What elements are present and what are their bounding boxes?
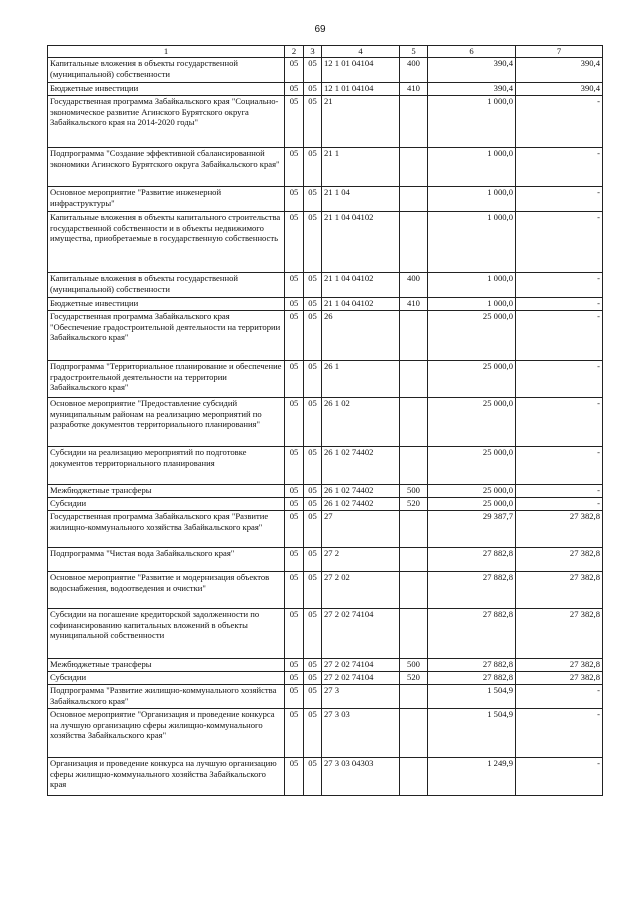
expense-type-cell <box>400 548 428 572</box>
amount-col7-cell: - <box>516 148 603 187</box>
row-name-cell: Субсидии <box>48 498 285 511</box>
target-article-cell: 27 2 02 74104 <box>322 609 400 659</box>
expense-type-cell <box>400 572 428 609</box>
expense-type-cell: 500 <box>400 485 428 498</box>
expense-type-cell: 520 <box>400 498 428 511</box>
section-code-cell: 05 <box>285 58 304 83</box>
amount-col6-cell: 390,4 <box>428 83 516 96</box>
section-code-cell: 05 <box>285 273 304 298</box>
row-name-cell: Межбюджетные трансферы <box>48 659 285 672</box>
amount-col7-cell: - <box>516 273 603 298</box>
section-code-cell: 05 <box>285 672 304 685</box>
subsection-code-cell: 05 <box>304 58 322 83</box>
budget-table <box>47 45 603 796</box>
subsection-code-cell: 05 <box>304 187 322 212</box>
amount-col7-cell: 390,4 <box>516 58 603 83</box>
target-article-cell: 26 1 02 74402 <box>322 447 400 485</box>
table-row <box>48 672 603 685</box>
expense-type-cell <box>400 758 428 796</box>
expense-type-cell: 500 <box>400 659 428 672</box>
subsection-code-cell: 05 <box>304 672 322 685</box>
section-code-cell: 05 <box>285 96 304 148</box>
subsection-code-cell: 05 <box>304 311 322 361</box>
table-row <box>48 361 603 398</box>
amount-col7-cell: - <box>516 685 603 709</box>
row-name-cell: Капитальные вложения в объекты государственной (муниципальной) собственности <box>48 273 285 298</box>
subsection-code-cell: 05 <box>304 447 322 485</box>
subsection-code-cell: 05 <box>304 96 322 148</box>
subsection-code-cell: 05 <box>304 398 322 447</box>
row-name-cell: Субсидии на погашение кредиторской задолженности по софинансированию капитальных вложений в объекты муниципальной собственности <box>48 609 285 659</box>
amount-col6-cell: 25 000,0 <box>428 311 516 361</box>
amount-col7-cell: 27 382,8 <box>516 672 603 685</box>
section-code-cell: 05 <box>285 212 304 273</box>
row-name-cell: Капитальные вложения в объекты капитального строительства государственной собственности и в объекты недвижимого имущества, приобретаемые в государственную собственность <box>48 212 285 273</box>
subsection-code-cell: 05 <box>304 298 322 311</box>
target-article-cell: 21 1 04 04102 <box>322 212 400 273</box>
subsection-code-cell: 05 <box>304 659 322 672</box>
target-article-cell: 21 1 04 04102 <box>322 273 400 298</box>
subsection-code-cell: 05 <box>304 572 322 609</box>
subsection-code-cell: 05 <box>304 361 322 398</box>
amount-col6-cell: 1 000,0 <box>428 298 516 311</box>
subsection-code-cell: 05 <box>304 609 322 659</box>
header-cell: 5 <box>400 46 428 58</box>
amount-col6-cell: 27 882,8 <box>428 572 516 609</box>
section-code-cell: 05 <box>285 758 304 796</box>
table-row <box>48 609 603 659</box>
amount-col6-cell: 1 000,0 <box>428 148 516 187</box>
amount-col6-cell: 1 504,9 <box>428 685 516 709</box>
amount-col7-cell: - <box>516 485 603 498</box>
target-article-cell: 27 2 02 <box>322 572 400 609</box>
expense-type-cell <box>400 96 428 148</box>
subsection-code-cell: 05 <box>304 212 322 273</box>
section-code-cell: 05 <box>285 83 304 96</box>
amount-col6-cell: 1 000,0 <box>428 187 516 212</box>
table-row <box>48 212 603 273</box>
section-code-cell: 05 <box>285 447 304 485</box>
subsection-code-cell: 05 <box>304 685 322 709</box>
table-row <box>48 148 603 187</box>
expense-type-cell <box>400 212 428 273</box>
row-name-cell: Основное мероприятие "Организация и проведение конкурса на лучшую организацию сферы жилищно-коммунального хозяйства Забайкальского края" <box>48 709 285 758</box>
section-code-cell: 05 <box>285 511 304 548</box>
expense-type-cell: 400 <box>400 273 428 298</box>
table-header-row <box>48 46 603 58</box>
row-name-cell: Основное мероприятие "Предоставление субсидий муниципальным районам на реализацию мероприятий по разработке документов территориального планирования" <box>48 398 285 447</box>
table-row <box>48 685 603 709</box>
subsection-code-cell: 05 <box>304 148 322 187</box>
expense-type-cell <box>400 148 428 187</box>
target-article-cell: 21 1 04 <box>322 187 400 212</box>
section-code-cell: 05 <box>285 148 304 187</box>
target-article-cell: 21 1 04 04102 <box>322 298 400 311</box>
table-row <box>48 485 603 498</box>
table-row <box>48 447 603 485</box>
subsection-code-cell: 05 <box>304 709 322 758</box>
section-code-cell: 05 <box>285 548 304 572</box>
target-article-cell: 26 1 <box>322 361 400 398</box>
target-article-cell: 26 <box>322 311 400 361</box>
row-name-cell: Бюджетные инвестиции <box>48 83 285 96</box>
header-cell: 4 <box>322 46 400 58</box>
subsection-code-cell: 05 <box>304 548 322 572</box>
subsection-code-cell: 05 <box>304 758 322 796</box>
expense-type-cell <box>400 511 428 548</box>
amount-col6-cell: 27 882,8 <box>428 659 516 672</box>
row-name-cell: Подпрограмма "Создание эффективной сбалансированной экономики Агинского Бурятского округа Забайкальского края" <box>48 148 285 187</box>
amount-col7-cell: 27 382,8 <box>516 511 603 548</box>
table-row <box>48 58 603 83</box>
section-code-cell: 05 <box>285 572 304 609</box>
header-cell: 7 <box>516 46 603 58</box>
section-code-cell: 05 <box>285 298 304 311</box>
amount-col7-cell: - <box>516 447 603 485</box>
row-name-cell: Межбюджетные трансферы <box>48 485 285 498</box>
amount-col7-cell: - <box>516 187 603 212</box>
target-article-cell: 27 <box>322 511 400 548</box>
row-name-cell: Бюджетные инвестиции <box>48 298 285 311</box>
target-article-cell: 26 1 02 <box>322 398 400 447</box>
header-cell: 1 <box>48 46 285 58</box>
amount-col7-cell: - <box>516 298 603 311</box>
table-row <box>48 659 603 672</box>
amount-col6-cell: 29 387,7 <box>428 511 516 548</box>
amount-col7-cell: 27 382,8 <box>516 572 603 609</box>
expense-type-cell <box>400 447 428 485</box>
expense-type-cell <box>400 709 428 758</box>
row-name-cell: Подпрограмма "Развитие жилищно-коммунального хозяйства Забайкальского края" <box>48 685 285 709</box>
expense-type-cell: 400 <box>400 58 428 83</box>
expense-type-cell <box>400 311 428 361</box>
subsection-code-cell: 05 <box>304 511 322 548</box>
table-row <box>48 187 603 212</box>
row-name-cell: Государственная программа Забайкальского края "Обеспечение градостроительной деятельности на территории Забайкальского края" <box>48 311 285 361</box>
target-article-cell: 21 1 <box>322 148 400 187</box>
subsection-code-cell: 05 <box>304 83 322 96</box>
amount-col7-cell: - <box>516 498 603 511</box>
section-code-cell: 05 <box>285 498 304 511</box>
table-row <box>48 572 603 609</box>
section-code-cell: 05 <box>285 187 304 212</box>
subsection-code-cell: 05 <box>304 273 322 298</box>
amount-col6-cell: 27 882,8 <box>428 609 516 659</box>
table-row <box>48 511 603 548</box>
row-name-cell: Государственная программа Забайкальского края "Развитие жилищно-коммунального хозяйства Забайкальского края" <box>48 511 285 548</box>
expense-type-cell <box>400 398 428 447</box>
page-number: 69 <box>314 24 326 35</box>
amount-col6-cell: 1 000,0 <box>428 96 516 148</box>
amount-col6-cell: 1 249,9 <box>428 758 516 796</box>
section-code-cell: 05 <box>285 685 304 709</box>
amount-col6-cell: 25 000,0 <box>428 361 516 398</box>
amount-col6-cell: 27 882,8 <box>428 672 516 685</box>
section-code-cell: 05 <box>285 311 304 361</box>
target-article-cell: 21 <box>322 96 400 148</box>
amount-col7-cell: - <box>516 212 603 273</box>
table-row <box>48 398 603 447</box>
amount-col6-cell: 390,4 <box>428 58 516 83</box>
amount-col6-cell: 27 882,8 <box>428 548 516 572</box>
expense-type-cell <box>400 685 428 709</box>
amount-col7-cell: - <box>516 709 603 758</box>
amount-col6-cell: 1 000,0 <box>428 212 516 273</box>
target-article-cell: 27 3 03 <box>322 709 400 758</box>
row-name-cell: Субсидии на реализацию мероприятий по подготовке документов территориального планирования <box>48 447 285 485</box>
table-row <box>48 758 603 796</box>
header-cell: 6 <box>428 46 516 58</box>
target-article-cell: 27 3 03 04303 <box>322 758 400 796</box>
row-name-cell: Подпрограмма "Территориальное планирование и обеспечение градостроительной деятельности на территории Забайкальского края" <box>48 361 285 398</box>
target-article-cell: 26 1 02 74402 <box>322 485 400 498</box>
amount-col7-cell: 390,4 <box>516 83 603 96</box>
target-article-cell: 27 2 02 74104 <box>322 659 400 672</box>
row-name-cell: Организация и проведение конкурса на лучшую организацию сферы жилищно-коммунального хозяйства Забайкальского края <box>48 758 285 796</box>
table-row <box>48 498 603 511</box>
amount-col6-cell: 25 000,0 <box>428 398 516 447</box>
row-name-cell: Подпрограмма "Чистая вода Забайкальского края" <box>48 548 285 572</box>
table-row <box>48 298 603 311</box>
target-article-cell: 12 1 01 04104 <box>322 83 400 96</box>
amount-col6-cell: 1 504,9 <box>428 709 516 758</box>
subsection-code-cell: 05 <box>304 498 322 511</box>
amount-col6-cell: 25 000,0 <box>428 447 516 485</box>
expense-type-cell: 410 <box>400 83 428 96</box>
amount-col6-cell: 1 000,0 <box>428 273 516 298</box>
amount-col6-cell: 25 000,0 <box>428 498 516 511</box>
target-article-cell: 27 2 02 74104 <box>322 672 400 685</box>
table-row <box>48 273 603 298</box>
row-name-cell: Государственная программа Забайкальского края "Социально-экономическое развитие Агинского Бурятского округа Забайкальского края на 2014-2020 годы" <box>48 96 285 148</box>
section-code-cell: 05 <box>285 398 304 447</box>
row-name-cell: Основное мероприятие "Развитие и модернизация объектов водоснабжения, водоотведения и очистки" <box>48 572 285 609</box>
section-code-cell: 05 <box>285 609 304 659</box>
header-cell: 3 <box>304 46 322 58</box>
amount-col7-cell: - <box>516 311 603 361</box>
target-article-cell: 26 1 02 74402 <box>322 498 400 511</box>
expense-type-cell: 410 <box>400 298 428 311</box>
table-row <box>48 96 603 148</box>
header-cell: 2 <box>285 46 304 58</box>
expense-type-cell: 520 <box>400 672 428 685</box>
amount-col7-cell: 27 382,8 <box>516 609 603 659</box>
section-code-cell: 05 <box>285 659 304 672</box>
amount-col7-cell: 27 382,8 <box>516 659 603 672</box>
table-row <box>48 83 603 96</box>
row-name-cell: Субсидии <box>48 672 285 685</box>
row-name-cell: Капитальные вложения в объекты государственной (муниципальной) собственности <box>48 58 285 83</box>
section-code-cell: 05 <box>285 485 304 498</box>
table-row <box>48 709 603 758</box>
expense-type-cell <box>400 361 428 398</box>
expense-type-cell <box>400 187 428 212</box>
section-code-cell: 05 <box>285 361 304 398</box>
amount-col7-cell: - <box>516 361 603 398</box>
amount-col7-cell: - <box>516 96 603 148</box>
target-article-cell: 27 2 <box>322 548 400 572</box>
section-code-cell: 05 <box>285 709 304 758</box>
table-row <box>48 311 603 361</box>
amount-col7-cell: - <box>516 398 603 447</box>
subsection-code-cell: 05 <box>304 485 322 498</box>
amount-col6-cell: 25 000,0 <box>428 485 516 498</box>
table-row <box>48 548 603 572</box>
amount-col7-cell: 27 382,8 <box>516 548 603 572</box>
amount-col7-cell: - <box>516 758 603 796</box>
row-name-cell: Основное мероприятие "Развитие инженерной инфраструктуры" <box>48 187 285 212</box>
target-article-cell: 12 1 01 04104 <box>322 58 400 83</box>
expense-type-cell <box>400 609 428 659</box>
target-article-cell: 27 3 <box>322 685 400 709</box>
